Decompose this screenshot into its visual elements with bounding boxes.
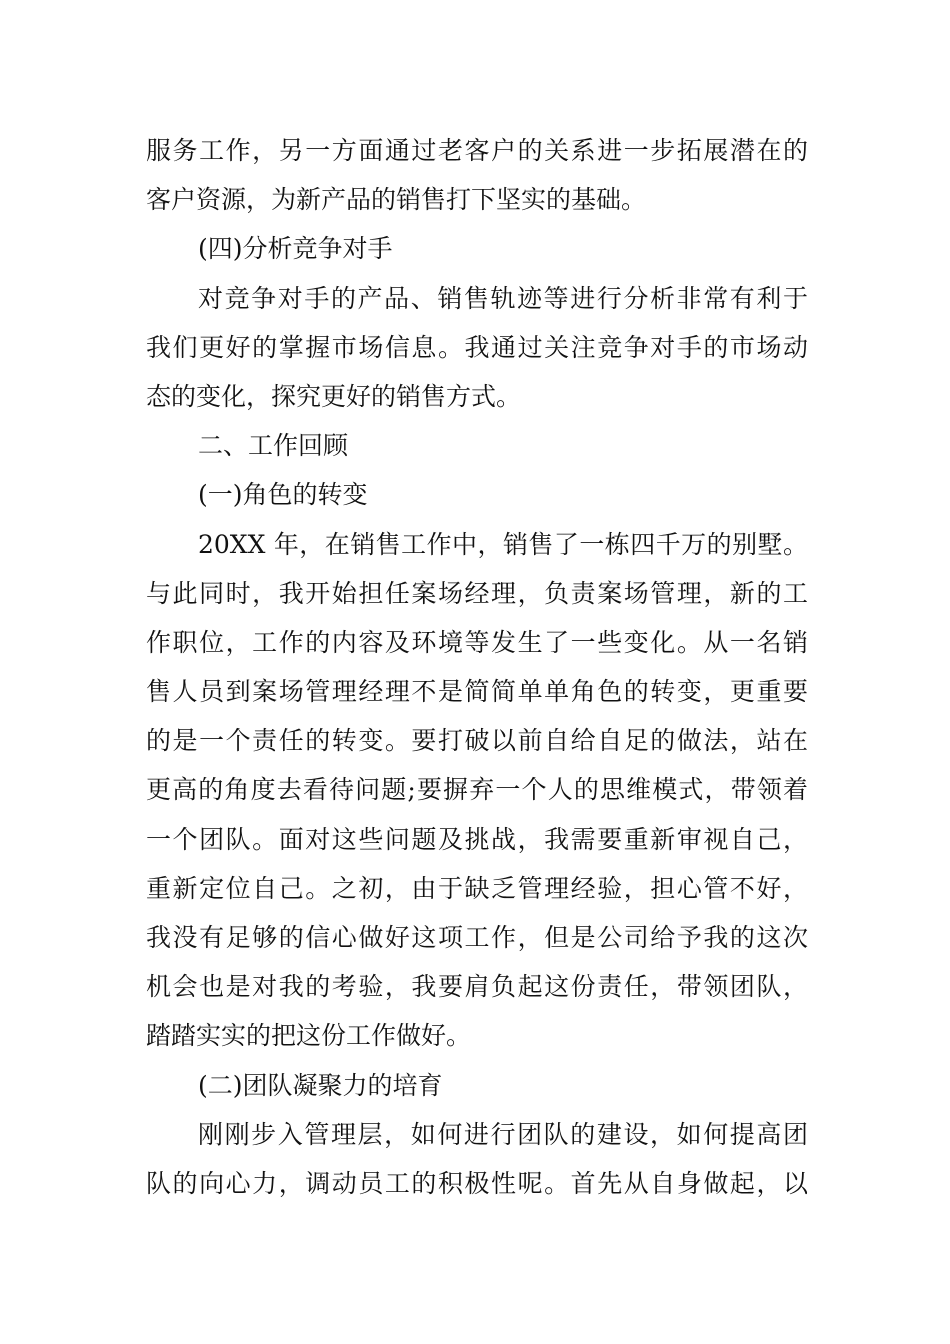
text-line: 机会也是对我的考验，我要肩负起这份责任，带领团队， xyxy=(146,972,808,1002)
text-line: 踏踏实实的把这份工作做好。 xyxy=(146,1021,472,1051)
text-line: 重新定位自己。之初，由于缺乏管理经验，担心管不好， xyxy=(146,873,808,903)
section-heading: (二)团队凝聚力的培育 xyxy=(198,1070,443,1100)
text-line: 态的变化，探究更好的销售方式。 xyxy=(146,381,522,411)
text-line: 更高的角度去看待问题;要摒弃一个人的思维模式，带领着 xyxy=(146,775,808,805)
section-heading: (一)角色的转变 xyxy=(198,480,368,510)
text-line: 队的向心力，调动员工的积极性呢。首先从自身做起，以 xyxy=(146,1168,808,1198)
text-line: 我没有足够的信心做好这项工作，但是公司给予我的这次 xyxy=(146,923,808,952)
text-line: 我们更好的掌握市场信息。我通过关注竞争对手的市场动 xyxy=(146,332,808,362)
text-line: 客户资源，为新产品的销售打下坚实的基础。 xyxy=(146,185,647,215)
section-heading: (四)分析竞争对手 xyxy=(198,234,393,264)
text-line: 20XX 年，在销售工作中，销售了一栋四千万的别墅。 xyxy=(198,529,808,559)
text-line: 刚刚步入管理层，如何进行团队的建设，如何提高团 xyxy=(198,1119,808,1149)
text-line: 作职位，工作的内容及环境等发生了一些变化。从一名销 xyxy=(146,627,808,657)
text-line: 服务工作，另一方面通过老客户的关系进一步拓展潜在的 xyxy=(146,136,808,165)
text-line: 对竞争对手的产品、销售轨迹等进行分析非常有利于 xyxy=(198,283,808,313)
section-heading: 二、工作回顾 xyxy=(198,431,349,461)
text-line: 与此同时，我开始担任案场经理，负责案场管理，新的工 xyxy=(146,578,808,608)
text-line: 售人员到案场管理经理不是简简单单角色的转变，更重要 xyxy=(146,677,808,707)
text-line: 的是一个责任的转变。要打破以前自给自足的做法，站在 xyxy=(146,726,808,756)
text-line: 一个团队。面对这些问题及挑战，我需要重新审视自己， xyxy=(146,824,808,854)
document-body xyxy=(146,126,808,1208)
